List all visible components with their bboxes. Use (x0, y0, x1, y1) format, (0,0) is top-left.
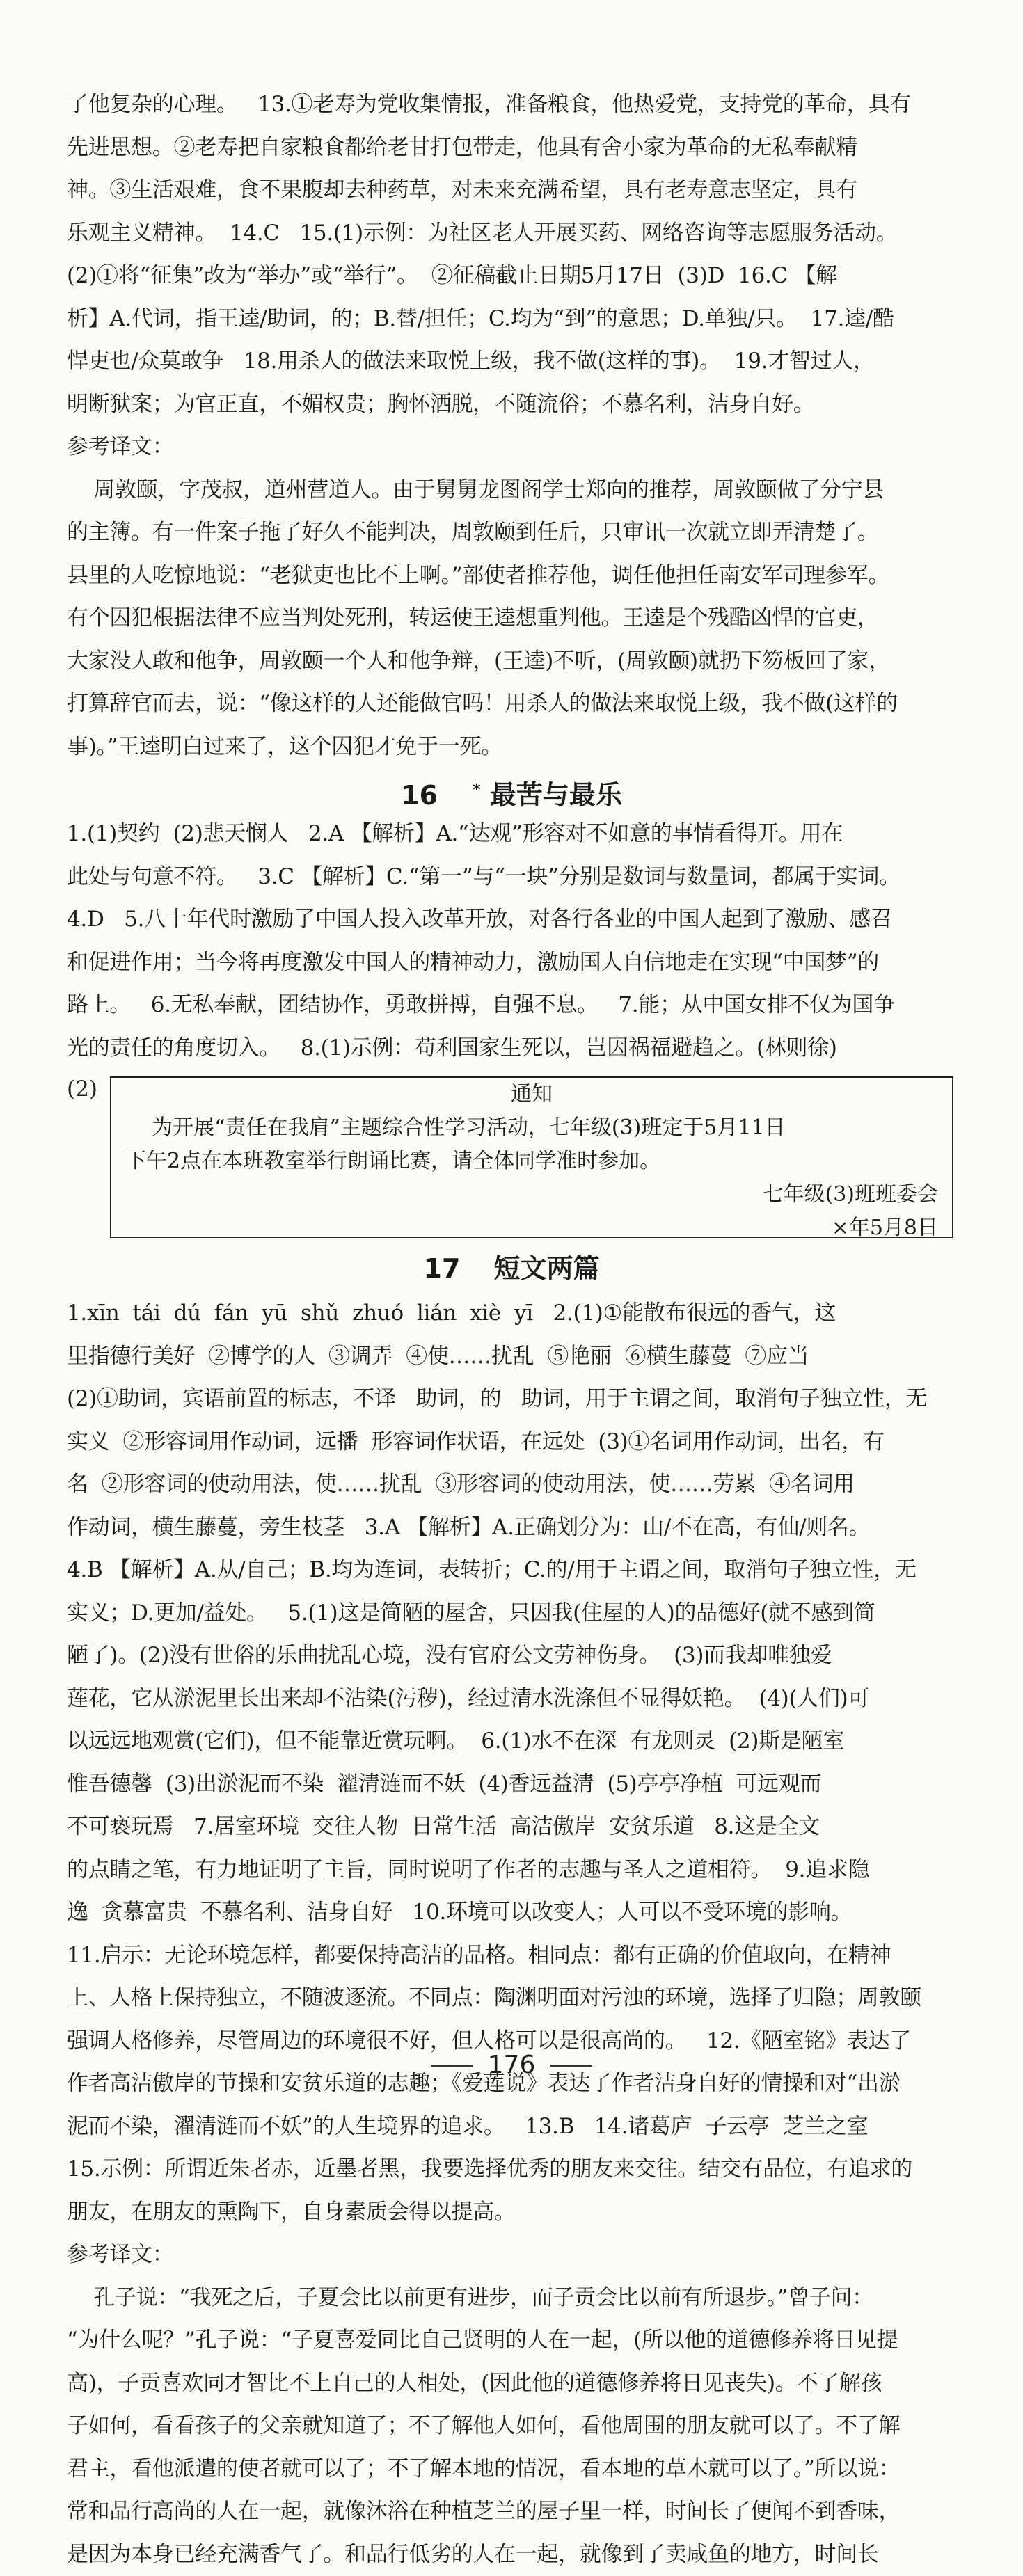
lesson-17-heading (67, 1246, 956, 1291)
text-line: 不可亵玩焉 7.居室环境 交往人物 日常生活 高洁傲岸 安贫乐道 8.这是全文 (67, 1806, 956, 1849)
text-line: 惟吾德馨 (3)出淤泥而不染 濯清涟而不妖 (4)香远益清 (5)亭亭净植 可远观而 (67, 1763, 956, 1806)
notice-prefix: (2) (67, 1070, 97, 1108)
text-line: 莲花，它从淤泥里长出来却不沾染(污秽)，经过清水洗涤但不显得妖艳。 (4)(人们)可 (67, 1678, 956, 1721)
text-line: 光的责任的角度切入。 8.(1)示例：苟利国家生死以，岂因祸福避趋之。(林则徐) (67, 1027, 956, 1070)
lesson-16-answers (67, 813, 956, 1070)
text-line: 孔子说：“我死之后，子夏会比以前更有进步，而子贡会比以前有所退步。”曾子问： (67, 2277, 956, 2320)
lesson-17-answers (67, 1292, 956, 2576)
text-line: 常和品行高尚的人在一起，就像沐浴在种植芝兰的屋子里一样，时间长了便闻不到香味， (67, 2490, 956, 2534)
text-line: 的点睛之笔，有力地证明了主旨，同时说明了作者的志趣与圣人之道相符。 9.追求隐 (67, 1849, 956, 1892)
text-line: 此处与句意不符。 3.C 【解析】C.“第一”与“一块”分别是数词与数量词，都属于实词。 (67, 856, 956, 899)
text-line: 实义；D.更加/益处。 5.(1)这是简陋的屋舍，只因我(住屋的人)的品德好(就不感到简 (67, 1592, 956, 1635)
lesson-17-title (67, 1246, 956, 1291)
notice-body-line: 为开展“责任在我肩”主题综合性学习活动，七年级(3)班定于5月11日 (125, 1111, 938, 1145)
text-line: 4.B 【解析】A.从/自己；B.均为连词，表转折；C.的/用于主谓之间，取消句子独立性，无 (67, 1549, 956, 1592)
text-line: 朋友，在朋友的熏陶下，自身素质会得以提高。 (67, 2191, 956, 2234)
text-line: 参考译文： (67, 426, 956, 469)
notice-section (67, 1070, 956, 1242)
text-line: 名 ②形容词的使动用法，使……扰乱 ③形容词的使动用法，使……劳累 ④名词用 (67, 1463, 956, 1506)
lesson-16-mark: * (473, 781, 481, 799)
text-line: 君主，看他派遣的使者就可以了；不了解本地的情况，看本地的草木就可以了。”所以说： (67, 2448, 956, 2491)
text-line: 陋了)。(2)没有世俗的乐曲扰乱心境，没有官府公文劳神伤身。 (3)而我却唯独爱 (67, 1635, 956, 1678)
text-line: 作者高洁傲岸的节操和安贫乐道的志趣；《爱莲说》表达了作者洁身自好的情操和对“出淤 (67, 2062, 956, 2106)
lesson-17-number: 17 (424, 1253, 461, 1284)
footer-rule-left (431, 2065, 473, 2067)
text-line: 实义 ②形容词用作动词，远播 形容词作状语，在远处 (3)①名词用作动词，出名，有 (67, 1421, 956, 1464)
text-line: 先进思想。②老寿把自家粮食都给老甘打包带走，他具有舍小家为革命的无私奉献精 (67, 127, 956, 170)
notice-signer: 七年级(3)班班委会 (125, 1178, 938, 1211)
text-line: (2)①将“征集”改为“举办”或“举行”。 ②征稿截止日期5月17日 (3)D 16.C 【解 (67, 255, 956, 298)
text-line: 和促进作用；当今将再度激发中国人的精神动力，激励国人自信地走在实现“中国梦”的 (67, 941, 956, 985)
text-line: 逸 贪慕富贵 不慕名利、洁身自好 10.环境可以改变人；人可以不受环境的影响。 (67, 1891, 956, 1934)
text-line: 以远远地观赏(它们)，但不能靠近赏玩啊。 6.(1)水不在深 有龙则灵 (2)斯是陋室 (67, 1720, 956, 1763)
text-line: 15.示例：所谓近朱者赤，近墨者黑，我要选择优秀的朋友来交往。结交有品位，有追求的 (67, 2148, 956, 2191)
text-line: 打算辞官而去，说：“像这样的人还能做官吗！用杀人的做法来取悦上级，我不做(这样的 (67, 683, 956, 726)
page-footer (0, 2044, 1023, 2086)
text-line: 乐观主义精神。 14.C 15.(1)示例：为社区老人开展买药、网络咨询等志愿服务活动。 (67, 212, 956, 255)
text-line: (2)①助词，宾语前置的标志，不译 助词，的 助词，用于主谓之间，取消句子独立性，无 (67, 1378, 956, 1421)
notice-body-line: 下午2点在本班教室举行朗诵比赛，请全体同学准时参加。 (125, 1145, 938, 1178)
notice-title: 通知 (125, 1078, 938, 1111)
page-number: 176 (488, 2051, 536, 2079)
text-line: 上、人格上保持独立，不随波逐流。不同点：陶渊明面对污浊的环境，选择了归隐；周敦颐 (67, 1977, 956, 2020)
text-line: 1.(1)契约 (2)悲天悯人 2.A 【解析】A.“达观”形容对不如意的事情看得开。用在 (67, 813, 956, 856)
text-line: 是因为本身已经充满香气了。和品行低劣的人在一起，就像到了卖咸鱼的地方，时间长 (67, 2534, 956, 2576)
text-line: 路上。 6.无私奉献，团结协作，勇敢拼搏，自强不息。 7.能；从中国女排不仅为国争 (67, 984, 956, 1027)
text-line: 的主簿。有一件案子拖了好久不能判决，周敦颐到任后，只审讯一次就立即弄清楚了。 (67, 511, 956, 555)
text-line: 里指德行美好 ②博学的人 ③调弄 ④使……扰乱 ⑤艳丽 ⑥横生藤蔓 ⑦应当 (67, 1335, 956, 1378)
lesson-16-heading (67, 768, 956, 813)
text-line: 11.启示：无论环境怎样，都要保持高洁的品格。相同点：都有正确的价值取向，在精神 (67, 1934, 956, 1978)
text-line: 事)。”王逵明白过来了，这个囚犯才免于一死。 (67, 726, 956, 769)
text-line: 泥而不染，濯清涟而不妖”的人生境界的追求。 13.B 14.诸葛庐 子云亭 芝兰之室 (67, 2106, 956, 2149)
answers-continued (67, 84, 956, 768)
text-line: 4.D 5.八十年代时激励了中国人投入改革开放，对各行各业的中国人起到了激励、感召 (67, 898, 956, 941)
text-line: 县里的人吃惊地说：“老狱吏也比不上啊。”部使者推荐他，调任他担任南安军司理参军。 (67, 555, 956, 598)
text-line: “为什么呢？”孔子说：“子夏喜爱同比自己贤明的人在一起，(所以他的道德修养将日见提 (67, 2319, 956, 2362)
text-line: 明断狱案；为官正直，不媚权贵；胸怀洒脱，不随流俗；不慕名利，洁身自好。 (67, 383, 956, 427)
lesson-17-title-text: 短文两篇 (493, 1253, 599, 1284)
text-line: 大家没人敢和他争，周敦颐一个人和他争辩，(王逵)不听，(周敦颐)就扔下笏板回了家， (67, 640, 956, 683)
lesson-16-title (67, 768, 956, 813)
text-line: 了他复杂的心理。 13.①老寿为党收集情报，准备粮食，他热爱党，支持党的革命，具有 (67, 84, 956, 127)
text-line: 高)，子贡喜欢同才智比不上自己的人相处，(因此他的道德修养将日见丧失)。不了解孩 (67, 2362, 956, 2406)
lesson-16-title-text: 最苦与最乐 (490, 780, 622, 811)
lesson-16-number: 16 (401, 780, 438, 811)
text-line: 悍吏也/众莫敢争 18.用杀人的做法来取悦上级，我不做(这样的事)。 19.才智过人， (67, 340, 956, 383)
text-line: 1.xīn tái dú fán yū shǔ zhuó lián xiè yī 2.(1)①能散布很远的香气，这 (67, 1292, 956, 1335)
text-line: 子如何，看看孩子的父亲就知道了；不了解他人如何，看他周围的朋友就可以了。不了解 (67, 2405, 956, 2448)
text-line: 神。③生活艰难，食不果腹却去种药草，对未来充满希望，具有老寿意志坚定，具有 (67, 169, 956, 212)
text-line: 参考译文： (67, 2234, 956, 2277)
notice-date: ×年5月8日 (125, 1211, 938, 1245)
footer-rule-right (550, 2065, 592, 2067)
text-line: 强调人格修养，尽管周边的环境很不好，但人格可以是很高尚的。 12.《陋室铭》表达了 (67, 2020, 956, 2063)
text-line: 析】A.代词，指王逵/助词，的；B.替/担任；C.均为“到”的意思；D.单独/只。 17.逵/酷 (67, 298, 956, 341)
text-line: 作动词，横生藤蔓，旁生枝茎 3.A 【解析】A.正确划分为：山/不在高，有仙/则名。 (67, 1506, 956, 1550)
text-line: 有个囚犯根据法律不应当判处死刑，转运使王逵想重判他。王逵是个残酷凶悍的官吏， (67, 597, 956, 640)
text-line: 周敦颐，字茂叔，道州营道人。由于舅舅龙图阁学士郑向的推荐，周敦颐做了分宁县 (67, 469, 956, 512)
notice-box (110, 1076, 953, 1238)
